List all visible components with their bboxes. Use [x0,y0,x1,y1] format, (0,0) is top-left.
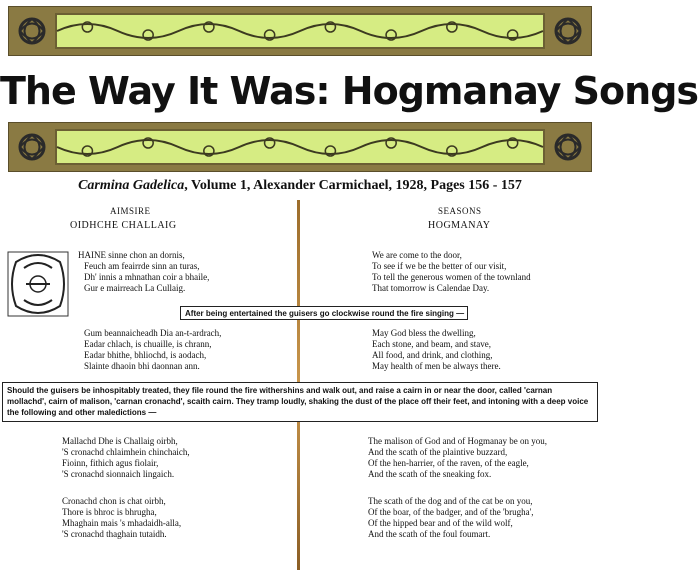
top-decorative-banner [8,6,592,56]
left-stanza-2 [84,328,221,372]
verse-line: The malison of God and of Hogmanay be on you, [368,436,547,446]
verse-line: The scath of the dog and of the cat be on you, [368,496,533,506]
verse-line: Of the hen-harrier, of the raven, of the eagle, [368,458,529,468]
left-heading: AIMSIRE [110,206,151,216]
vine-ornament-icon [55,13,545,49]
bottom-decorative-banner [8,122,592,172]
left-subheading: OIDHCHE CHALLAIG [70,220,177,231]
verse-line: Thore is bhroc is bhrugha, [62,507,157,517]
left-stanza-1 [78,250,209,294]
verse-line: Cronachd chon is chat oirbh, [62,496,166,506]
verse-line: May God bless the dwelling, [372,328,476,338]
verse-line: 'S cronachd thaghain tutaidh. [62,529,167,539]
right-stanza-2 [372,328,501,372]
verse-line: HAINE sinne chon an dornis, [78,250,185,260]
page-title: The Way It Was: Hogmanay Songs [0,69,698,113]
celtic-knot-icon [13,12,51,50]
right-stanza-3 [368,436,547,480]
left-stanza-3 [62,436,190,480]
verse-line: Eadar chlach, is chuaille, is chrann, [84,339,212,349]
verse-line: Slainte dhaoin bhi daonnan ann. [84,361,200,371]
right-stanza-1 [372,250,531,294]
celtic-knot-icon [13,128,51,166]
verse-line: To see if we be the better of our visit, [372,261,507,271]
verse-line: Mallachd Dhe is Challaig oirbh, [62,436,178,446]
source-details: , Volume 1, Alexander Carmichael, 1928, Pages 156 - 157 [184,178,522,193]
celtic-knot-icon [549,128,587,166]
verse-line: All food, and drink, and clothing, [372,350,493,360]
right-heading: SEASONS [438,206,482,216]
verse-line: 'S cronachd chlaimhein chinchaich, [62,447,190,457]
source-citation [0,178,600,194]
verse-line: Eadar bhithe, bhliochd, is aodach, [84,350,207,360]
right-subheading: HOGMANAY [428,220,491,231]
verse-line: Dh' innis a mhnathan coir a bhaile, [84,272,210,282]
verse-line: Of the boar, of the badger, and of the 'brugha', [368,507,534,517]
verse-line: We are come to the door, [372,250,462,260]
celtic-knot-icon [549,12,587,50]
verse-line: Of the hipped bear and of the wild wolf, [368,518,513,528]
verse-line: Fioinn, fithich agus fiolair, [62,458,159,468]
illuminated-drop-cap-icon [6,250,70,318]
right-stanza-4 [368,496,533,540]
verse-line: Gur e mairreach La Cullaig. [84,283,186,293]
malediction-note: Should the guisers be inhospitably treated, they file round the fire withershins and walk out, and raise a cairn in or near the door, called 'carnan mollachd', cairn of malison, 'carnan cronachd', scaith cairn. They tramp loudly, shaking the dust of the place off their feet, and intoning with a deep voice the following and other maledictions — [2,382,598,422]
verse-line: Each stone, and beam, and stave, [372,339,491,349]
verse-line: To tell the generous women of the townland [372,272,531,282]
left-stanza-4 [62,496,181,540]
book-title: Carmina Gadelica [78,178,185,193]
verse-line: Gum beannaicheadh Dia an-t-ardrach, [84,328,222,338]
verse-line: And the scath of the sneaking fox. [368,469,492,479]
stage-direction-note: After being entertained the guisers go clockwise round the fire singing — [180,306,468,320]
verse-line: May health of men be always there. [372,361,501,371]
verse-line: And the scath of the foul foumart. [368,529,491,539]
verse-line: 'S cronachd sionnaich lingaich. [62,469,175,479]
vine-ornament-icon [55,129,545,165]
verse-line: Mhaghain mais 's mhadaidh-alla, [62,518,182,528]
verse-line: And the scath of the plaintive buzzard, [368,447,508,457]
verse-line: Feuch am feairrde sinn an turas, [84,261,200,271]
verse-line: That tomorrow is Calendae Day. [372,283,490,293]
